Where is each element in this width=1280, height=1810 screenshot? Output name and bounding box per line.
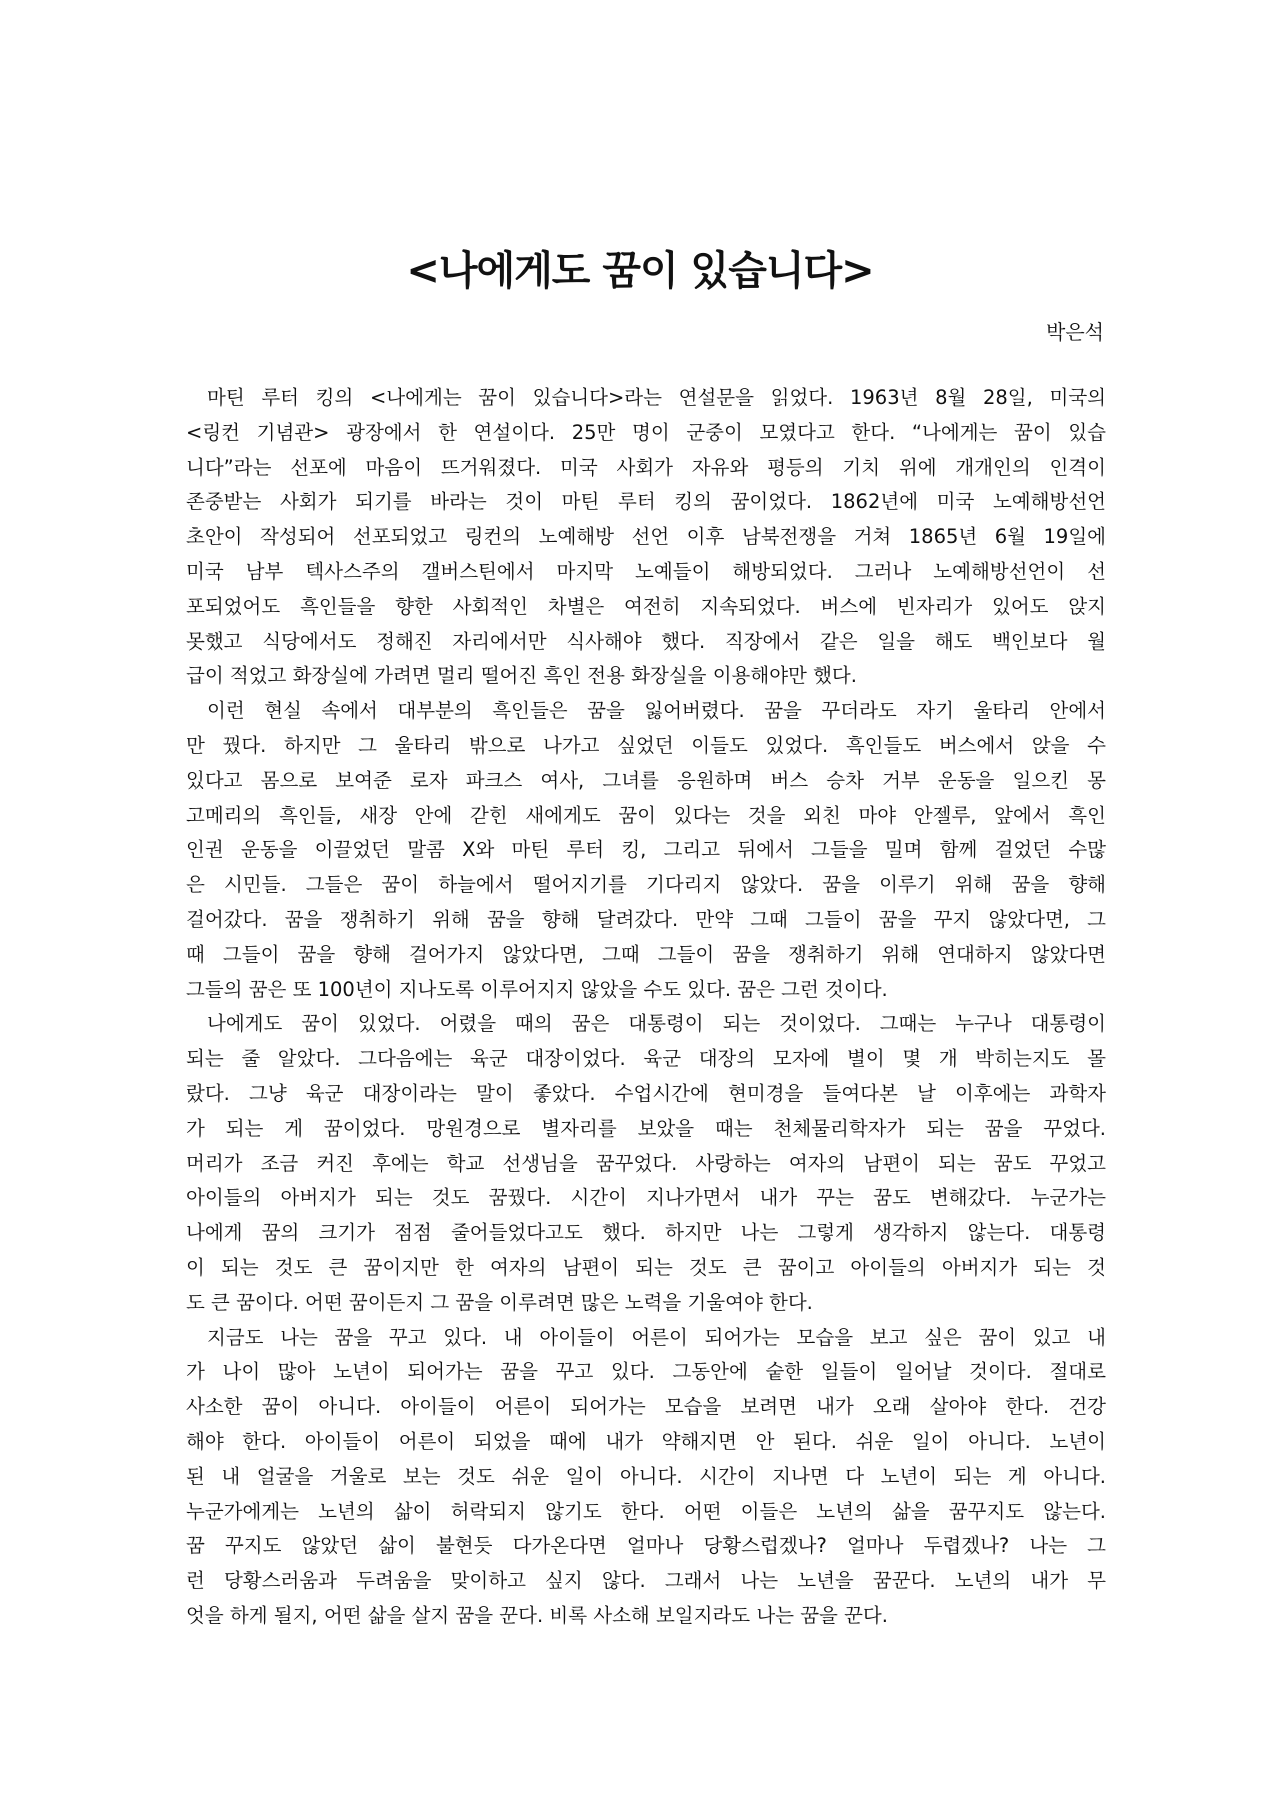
paragraph-line: 된 내 얼굴을 거울로 보는 것도 쉬운 일이 아니다. 시간이 지나면 다 노년이 되는 게 아니다.	[186, 1464, 1106, 1488]
paragraph-line: 나에게 꿈의 크기가 점점 줄어들었다고도 했다. 하지만 나는 그렇게 생각하지 않는다. 대통령	[186, 1221, 1106, 1245]
paragraph-line: 지금도 나는 꿈을 꾸고 있다. 내 아이들이 어른이 되어가는 모습을 보고 싶은 꿈이 있고 내	[207, 1325, 1106, 1349]
paragraph-line: 가 나이 많아 노년이 되어가는 꿈을 꾸고 있다. 그동안에 숱한 일들이 일어날 것이다. 절대로	[186, 1360, 1106, 1384]
paragraph-line: 있다고 몸으로 보여준 로자 파크스 여사, 그녀를 응원하며 버스 승차 거부 운동을 일으킨 몽	[186, 768, 1106, 792]
paragraph-line: 걸어갔다. 꿈을 쟁취하기 위해 꿈을 향해 달려갔다. 만약 그때 그들이 꿈을 꾸지 않았다면, 그	[186, 907, 1106, 931]
paragraph-line: 미국 남부 텍사스주의 갤버스틴에서 마지막 노예들이 해방되었다. 그러나 노예해방선언이 선	[186, 559, 1106, 583]
paragraph-line: 랐다. 그냥 육군 대장이라는 말이 좋았다. 수업시간에 현미경을 들여다본 날 이후에는 과학자	[186, 1081, 1106, 1105]
paragraph-line: 만 꿨다. 하지만 그 울타리 밖으로 나가고 싶었던 이들도 있었다. 흑인들도 버스에서 앉을 수	[186, 733, 1106, 757]
author-name: 박은석	[1046, 320, 1104, 344]
paragraph-line: 때 그들이 꿈을 향해 걸어가지 않았다면, 그때 그들이 꿈을 쟁취하기 위해 연대하지 않았다면	[186, 942, 1106, 966]
paragraph-line: 가 되는 게 꿈이었다. 망원경으로 별자리를 보았을 때는 천체물리학자가 되는 꿈을 꾸었다.	[186, 1116, 1106, 1140]
paragraph	[186, 694, 1106, 1007]
paragraph	[186, 1007, 1106, 1320]
document-body	[186, 381, 1106, 1634]
paragraph-line: 되는 줄 알았다. 그다음에는 육군 대장이었다. 육군 대장의 모자에 별이 몇 개 박히는지도 몰	[186, 1047, 1106, 1071]
paragraph-line: 초안이 작성되어 선포되었고 링컨의 노예해방 선언 이후 남북전쟁을 거쳐 1865년 6월 19일에	[186, 525, 1106, 549]
paragraph-line: 도 큰 꿈이다. 어떤 꿈이든지 그 꿈을 이루려면 많은 노력을 기울여야 한다.	[186, 1290, 813, 1314]
paragraph-line: <링컨 기념관> 광장에서 한 연설이다. 25만 명이 군중이 모였다고 한다. “나에게는 꿈이 있습	[186, 420, 1106, 444]
paragraph-line: 머리가 조금 커진 후에는 학교 선생님을 꿈꾸었다. 사랑하는 여자의 남편이 되는 꿈도 꾸었고	[186, 1151, 1106, 1175]
paragraph-line: 해야 한다. 아이들이 어른이 되었을 때에 내가 약해지면 안 된다. 쉬운 일이 아니다. 노년이	[186, 1429, 1106, 1453]
paragraph-line: 인권 운동을 이끌었던 말콤 X와 마틴 루터 킹, 그리고 뒤에서 그들을 밀며 함께 걸었던 수많	[186, 838, 1106, 862]
paragraph-line: 런 당황스러움과 두려움을 맞이하고 싶지 않다. 그래서 나는 노년을 꿈꾼다. 노년의 내가 무	[186, 1569, 1106, 1593]
paragraph-line: 니다”라는 선포에 마음이 뜨거워졌다. 미국 사회가 자유와 평등의 기치 위에 개개인의 인격이	[186, 455, 1106, 479]
paragraph-line: 엇을 하게 될지, 어떤 삶을 살지 꿈을 꾼다. 비록 사소해 보일지라도 나는 꿈을 꾼다.	[186, 1603, 888, 1627]
paragraph-line: 사소한 꿈이 아니다. 아이들이 어른이 되어가는 모습을 보려면 내가 오래 살아야 한다. 건강	[186, 1395, 1106, 1419]
paragraph-line: 포되었어도 흑인들을 향한 사회적인 차별은 여전히 지속되었다. 버스에 빈자리가 있어도 앉지	[186, 594, 1106, 618]
paragraph-line: 이 되는 것도 큰 꿈이지만 한 여자의 남편이 되는 것도 큰 꿈이고 아이들의 아버지가 되는 것	[186, 1255, 1106, 1279]
paragraph	[186, 381, 1106, 694]
paragraph-line: 아이들의 아버지가 되는 것도 꿈꿨다. 시간이 지나가면서 내가 꾸는 꿈도 변해갔다. 누군가는	[186, 1186, 1106, 1210]
paragraph-line: 이런 현실 속에서 대부분의 흑인들은 꿈을 잃어버렸다. 꿈을 꾸더라도 자기 울타리 안에서	[207, 699, 1106, 723]
paragraph-line: 그들의 꿈은 또 100년이 지나도록 이루어지지 않았을 수도 있다. 꿈은 그런 것이다.	[186, 977, 888, 1001]
paragraph-line: 은 시민들. 그들은 꿈이 하늘에서 떨어지기를 기다리지 않았다. 꿈을 이루기 위해 꿈을 향해	[186, 873, 1106, 897]
paragraph-line: 꿈 꾸지도 않았던 삶이 불현듯 다가온다면 얼마나 당황스럽겠나? 얼마나 두렵겠나? 나는 그	[186, 1534, 1106, 1558]
paragraph-line: 급이 적었고 화장실에 가려면 멀리 떨어진 흑인 전용 화장실을 이용해야만 했다.	[186, 664, 857, 688]
paragraph-line: 마틴 루터 킹의 <나에게는 꿈이 있습니다>라는 연설문을 읽었다. 1963년 8월 28일, 미국의	[207, 386, 1106, 409]
paragraph	[186, 1321, 1106, 1634]
paragraph-line: 고메리의 흑인들, 새장 안에 갇힌 새에게도 꿈이 있다는 것을 외친 마야 안젤루, 앞에서 흑인	[186, 803, 1106, 827]
paragraph-line: 누군가에게는 노년의 삶이 허락되지 않기도 한다. 어떤 이들은 노년의 삶을 꿈꾸지도 않는다.	[186, 1499, 1106, 1523]
paragraph-line: 존중받는 사회가 되기를 바라는 것이 마틴 루터 킹의 꿈이었다. 1862년에 미국 노예해방선언	[186, 490, 1106, 514]
document-title: <나에게도 꿈이 있습니다>	[406, 247, 874, 294]
paragraph-line: 나에게도 꿈이 있었다. 어렸을 때의 꿈은 대통령이 되는 것이었다. 그때는 누구나 대통령이	[207, 1012, 1106, 1036]
paragraph-line: 못했고 식당에서도 정해진 자리에서만 식사해야 했다. 직장에서 같은 일을 해도 백인보다 월	[186, 629, 1106, 653]
